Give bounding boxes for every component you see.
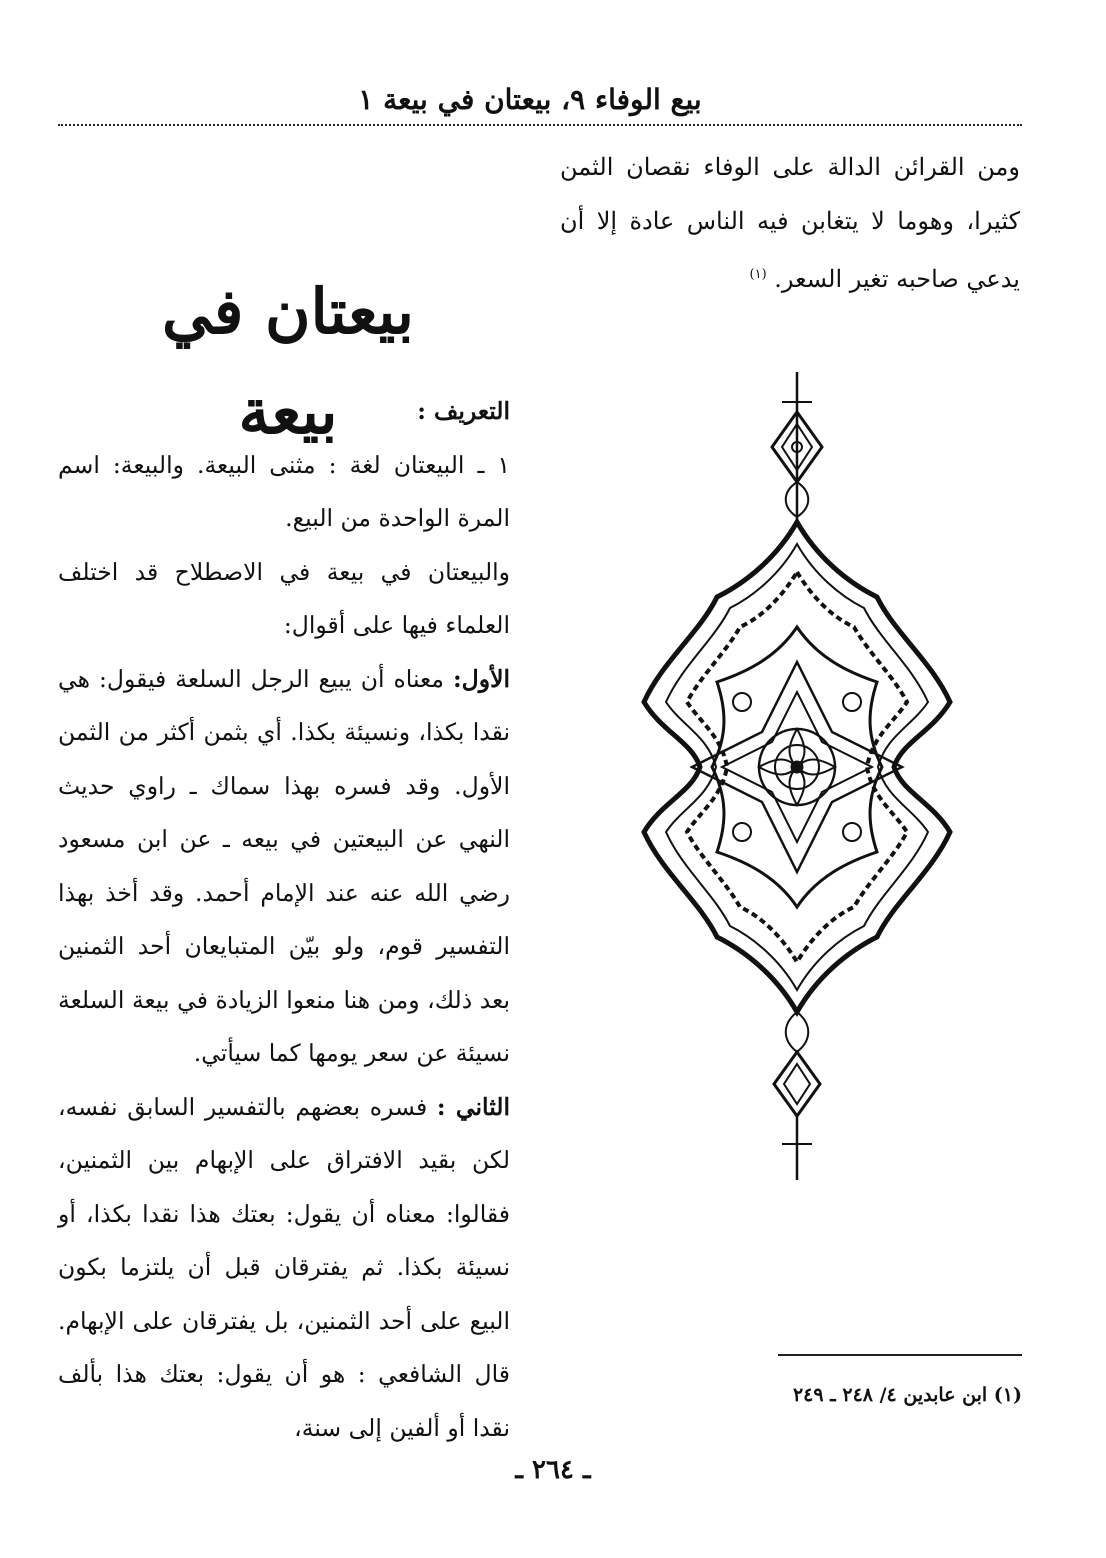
top-paragraph-text: ومن القرائن الدالة على الوفاء نقصان الثمن كثيرا، وهوما لا يتغابن فيه الناس عادة إلا أن يدعي صاحبه تغير السعر. xyxy=(560,153,1020,293)
footnote-reference: (١) xyxy=(749,267,767,282)
running-head: بيع الوفاء ٩، بيعتان في بيعة ١ xyxy=(358,83,702,116)
paragraph-second-opinion xyxy=(58,1081,510,1456)
paragraph-2: والبيعتان في بيعة في الاصطلاح قد اختلف العلماء فيها على أقوال: xyxy=(58,557,510,639)
second-opinion-text: فسره بعضهم بالتفسير السابق نفسه، لكن بقيد الافتراق على الإبهام بين الثمنين، فقالوا: معناه أن يقول: بعتك هذا نقدا بكذا، أو نسيئة بكذا. ثم يفترقان قبل أن يلتزما بكون البيع على أحد الثمنين، بل يفترقان على الإبهام. قال الشافعي : هو أن يقول: بعتك هذا بألف نقدا أو ألفين إلى سنة، xyxy=(58,1092,510,1442)
section-title: بيعتان في بيعة xyxy=(162,275,414,448)
first-opinion-text: معناه أن يبيع الرجل السلعة فيقول: هي نقدا بكذا، ونسيئة بكذا. أي بثمن أكثر من الثمن الأول. وقد فسره بهذا سماك ـ راوي حديث النهي عن البيعتين في بيعه ـ عن ابن مسعود رضي الله عنه عند الإمام أحمد. وقد أخذ بهذا التفسير قوم، ولو بيّن المتبايعان أحد الثمنين بعد ذلك، ومن هنا منعوا الزيادة في بيعة السلعة نسيئة عن سعر يومها كما سيأتي. xyxy=(58,664,510,1067)
footnote-rule xyxy=(778,1354,1022,1356)
header-dotted-rule xyxy=(58,124,1022,126)
arabesque-ornament xyxy=(632,372,962,1180)
definition-heading: التعريف : xyxy=(417,397,510,425)
second-opinion-label: الثاني : xyxy=(436,1092,510,1121)
main-text-column xyxy=(58,385,510,1455)
paragraph-1: ١ ـ البيعتان لغة : مثنى البيعة. والبيعة: اسم المرة الواحدة من البيع. xyxy=(58,450,510,532)
page-number: ـ ٢٦٤ ـ xyxy=(515,1455,591,1485)
footnote: (١) ابن عابدين ٤/ ٢٤٨ ـ ٢٤٩ xyxy=(792,1384,1022,1406)
top-paragraph xyxy=(560,140,1020,306)
paragraph-first-opinion xyxy=(58,653,510,1081)
first-opinion-label: الأول: xyxy=(452,664,510,693)
